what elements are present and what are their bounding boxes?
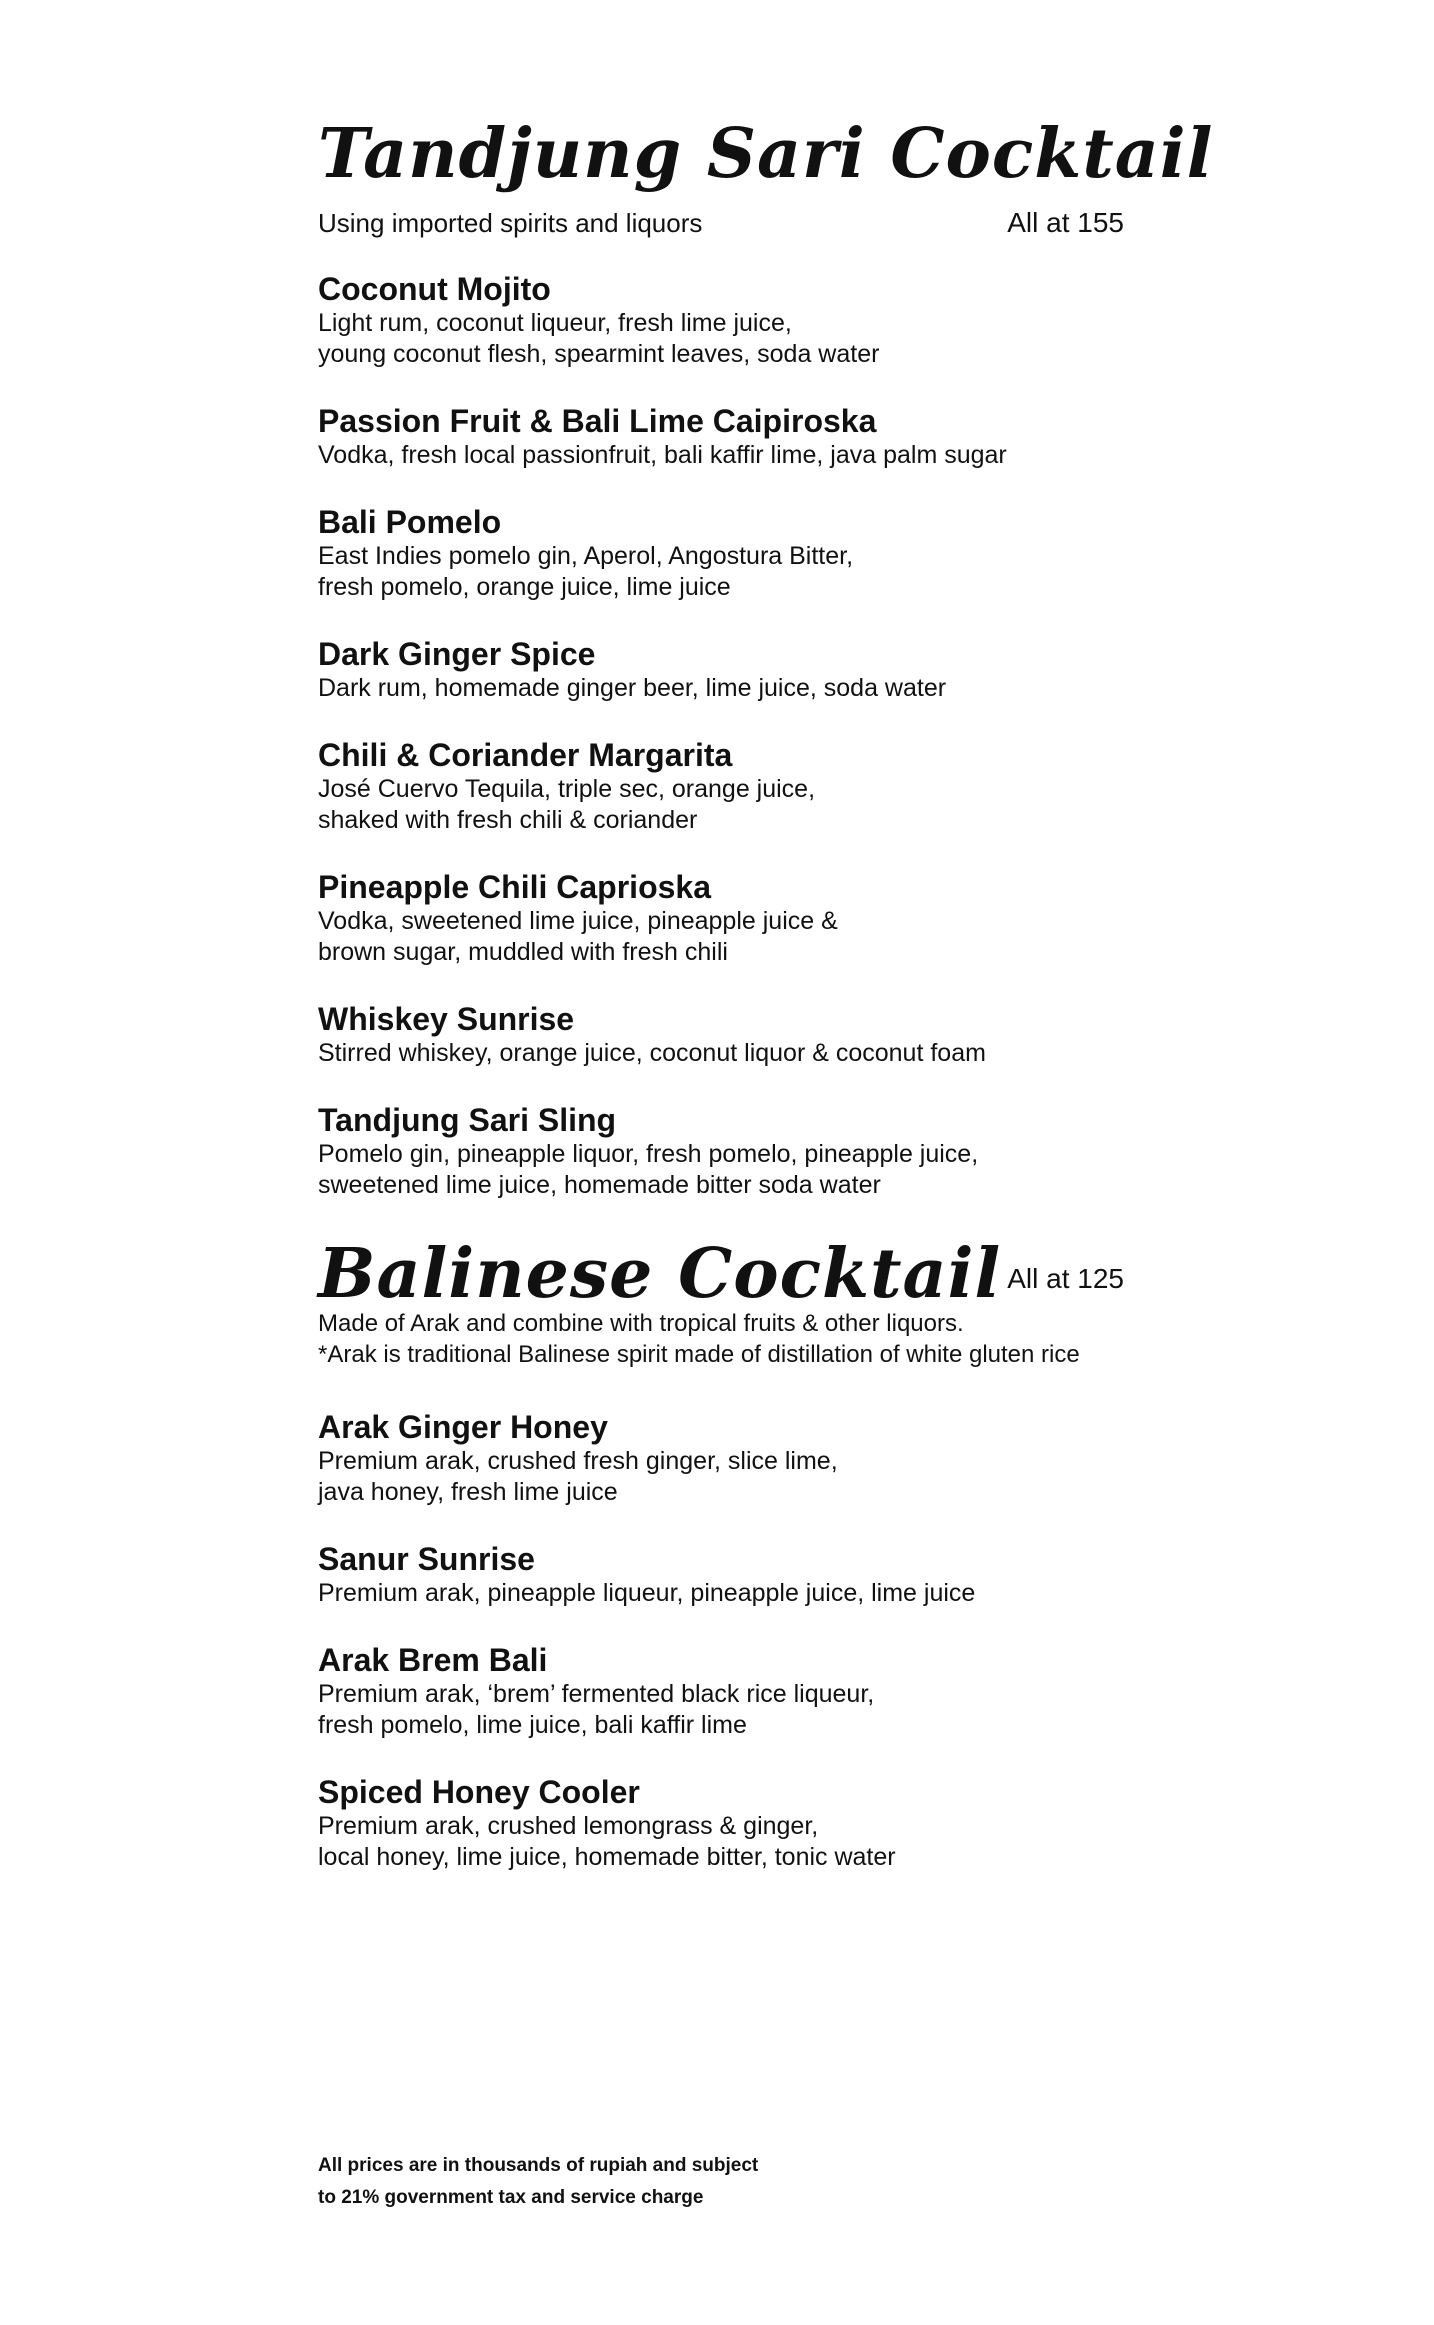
item-name: Whiskey Sunrise — [318, 1001, 575, 1037]
item-description: Light rum, coconut liqueur, fresh lime juice, young coconut flesh, spearmint leaves, soda water — [318, 309, 880, 368]
item-name: Coconut Mojito — [318, 271, 551, 307]
item-name: Spiced Honey Cooler — [318, 1774, 640, 1810]
item-description: Pomelo gin, pineapple liquor, fresh pomelo, pineapple juice, sweetened lime juice, homemade bitter soda water — [318, 1140, 979, 1199]
item-name: Dark Ginger Spice — [318, 636, 596, 672]
item-description: Premium arak, pineapple liqueur, pineapple juice, lime juice — [318, 1579, 976, 1607]
price-disclaimer — [318, 2150, 918, 2214]
item-name: Pineapple Chili Caprioska — [318, 869, 711, 905]
item-description: Premium arak, ‘brem’ fermented black rice liqueur, fresh pomelo, lime juice, bali kaffir lime — [318, 1680, 875, 1739]
menu-item — [318, 1000, 1124, 1069]
section-tandjung-sari — [318, 114, 1214, 1233]
section-header-row — [318, 1234, 1124, 1314]
item-description: Stirred whiskey, orange juice, coconut liquor & coconut foam — [318, 1039, 986, 1067]
menu-item — [318, 868, 1124, 968]
item-description: José Cuervo Tequila, triple sec, orange juice, shaked with fresh chili & coriander — [318, 775, 816, 834]
item-description: Dark rum, homemade ginger beer, lime juice, soda water — [318, 674, 947, 702]
section-price: All at 155 — [1007, 207, 1124, 238]
menu-item — [318, 1408, 1124, 1508]
disclaimer-line: All prices are in thousands of rupiah and subject — [318, 2155, 759, 2176]
section-footnote-arak: *Arak is traditional Balinese spirit made of distillation of white gluten rice — [318, 1341, 1080, 1368]
section-title: Tandjung Sari Cocktail — [318, 114, 1214, 194]
item-description: Vodka, sweetened lime juice, pineapple juice & brown sugar, muddled with fresh chili — [318, 907, 838, 966]
section-subtitle: Using imported spirits and liquors — [318, 208, 703, 238]
disclaimer-line: to 21% government tax and service charge — [318, 2187, 704, 2208]
section-title: Balinese Cocktail — [318, 1234, 1002, 1314]
item-description: East Indies pomelo gin, Aperol, Angostura Bitter, fresh pomelo, orange juice, lime juice — [318, 542, 854, 601]
item-name: Arak Brem Bali — [318, 1642, 548, 1678]
menu-item — [318, 1101, 1124, 1201]
menu-item — [318, 1773, 1124, 1873]
item-description: Premium arak, crushed fresh ginger, slice lime, java honey, fresh lime juice — [318, 1447, 838, 1506]
section-note: Made of Arak and combine with tropical fruits & other liquors. — [318, 1310, 964, 1337]
menu-item — [318, 503, 1124, 603]
section-balinese — [318, 1234, 1124, 1905]
menu-item — [318, 736, 1124, 836]
menu-item — [318, 1641, 1124, 1741]
item-description: Vodka, fresh local passionfruit, bali kaffir lime, java palm sugar — [318, 441, 1007, 469]
item-name: Passion Fruit & Bali Lime Caipiroska — [318, 403, 877, 439]
cocktail-list — [318, 270, 1124, 1201]
item-description: Premium arak, crushed lemongrass & ginger, local honey, lime juice, homemade bitter, tonic water — [318, 1812, 896, 1871]
menu-item — [318, 270, 1124, 370]
cocktail-list — [318, 1408, 1124, 1873]
menu-item — [318, 635, 1124, 704]
menu-item — [318, 1540, 1124, 1609]
section-header-row — [318, 206, 1124, 240]
item-name: Tandjung Sari Sling — [318, 1102, 617, 1138]
menu-item — [318, 402, 1124, 471]
item-name: Bali Pomelo — [318, 504, 502, 540]
item-name: Arak Ginger Honey — [318, 1409, 608, 1445]
section-price: All at 125 — [1007, 1263, 1124, 1294]
item-name: Sanur Sunrise — [318, 1541, 535, 1577]
item-name: Chili & Coriander Margarita — [318, 737, 733, 773]
